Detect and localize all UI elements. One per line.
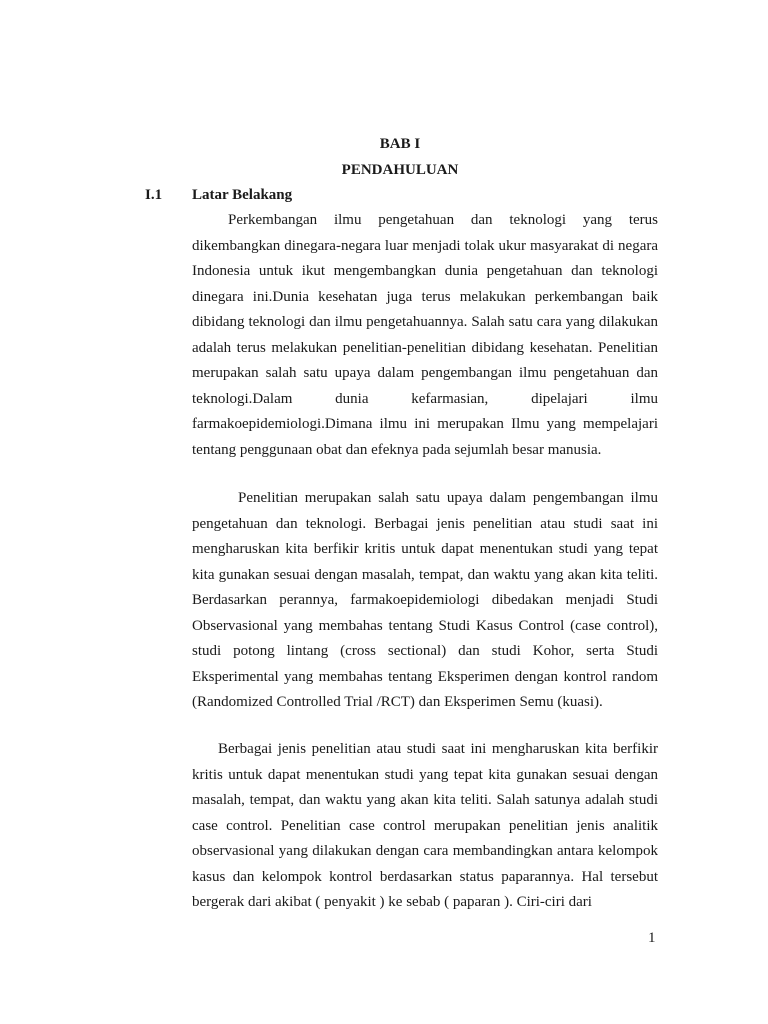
paragraph-1 (192, 208, 658, 463)
chapter-label: BAB I (379, 136, 421, 152)
paragraph-text: Penelitian merupakan salah satu upaya dalam pengembangan ilmu pengetahuan dan teknologi. Berbagai jenis penelitian atau studi saat ini mengharuskan kita berfikir kritis untuk dapat menentukan studi yang tepat kita gunakan sesuai dengan masalah, tempat, dan waktu yang akan kita teliti. Berdasarkan perannya, farmakoepidemiologi dibedakan menjadi Studi Observasional yang membahas tentang Studi Kasus Control (case control), studi potong lintang (cross sectional) dan studi Kohor, serta Studi Eksperimental yang membahas tentang Eksperimen dengan kontrol random (Randomized Controlled Trial /RCT) dan Eksperimen Semu (kuasi). (192, 490, 658, 710)
paragraph-text: Perkembangan ilmu pengetahuan dan teknologi yang terus dikembangkan dinegara-negara luar menjadi tolak ukur masyarakat di negara Indonesia untuk ikut mengembangkan dunia pengetahuan dan teknologi dinegara ini.Dunia kesehatan juga terus melakukan perkembangan baik dibidang teknologi dan ilmu pengetahuannya. Salah satu cara yang dilakukan adalah terus melakukan penelitian-penelitian dibidang kesehatan. Penelitian merupakan salah satu upaya dalam pengembangan ilmu pengetahuan dan teknologi.Dalam dunia kefarmasian, dipelajari ilmu farmakoepidemiologi.Dimana ilmu ini merupakan Ilmu yang mempelajari tentang penggunaan obat dan efeknya pada sejumlah besar manusia. (192, 212, 658, 458)
page-number: 1 (648, 930, 656, 946)
paragraph-3 (192, 737, 658, 916)
paragraph-text: Berbagai jenis penelitian atau studi saat ini mengharuskan kita berfikir kritis untuk dapat menentukan studi yang tepat kita gunakan sesuai dengan masalah, tempat, dan waktu yang akan kita teliti. Salah satunya adalah studi case control. Penelitian case control merupakan penelitian jenis analitik observasional yang dilakukan dengan cara membandingkan antara kelompok kasus dan kelompok kontrol berdasarkan status paparannya. Hal tersebut bergerak dari akibat ( penyakit ) ke sebab ( paparan ). Ciri-ciri dari (192, 741, 658, 910)
section-number: I.1 (145, 187, 163, 203)
paragraph-2 (192, 486, 658, 716)
section-title: Latar Belakang (192, 187, 293, 203)
chapter-title: PENDAHULUAN (341, 162, 459, 178)
